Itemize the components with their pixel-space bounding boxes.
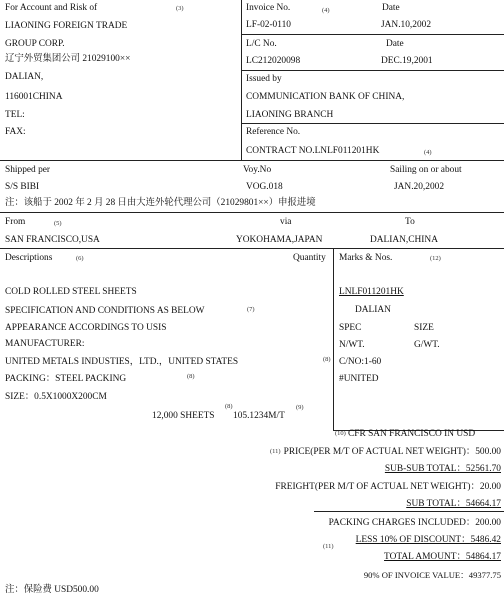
- invoice-number: LF-02-0110: [246, 20, 291, 30]
- account-heading: For Account and Risk of: [5, 3, 98, 13]
- rule-subtotal: [314, 511, 504, 512]
- account-line: 116001CHINA: [5, 92, 63, 102]
- reference-value: CONTRACT NO.LNLF011201HK: [246, 146, 380, 156]
- marks-label: Marks & Nos.: [339, 253, 393, 263]
- sub-sub-total: SUB-SUB TOTAL：52561.70: [384, 464, 501, 474]
- quantity-value: 12,000 SHEETS: [152, 411, 215, 421]
- price-terms: CFR SAN FRANCISCO IN USD: [348, 429, 476, 439]
- field-number: (11): [323, 543, 334, 550]
- descriptions-label: Descriptions: [5, 253, 53, 263]
- field-number: (7): [247, 306, 255, 313]
- description-line: MANUFACTURER:: [5, 339, 85, 349]
- account-line: GROUP CORP.: [5, 39, 65, 49]
- marks-gwt: G/WT.: [414, 340, 440, 350]
- unit-price: 105.1234M/T: [233, 411, 285, 421]
- field-number: (4): [424, 149, 432, 156]
- marks-line: DALIAN: [355, 305, 391, 315]
- marks-size: SIZE: [414, 323, 434, 333]
- shipped-value: S/S BIBI: [5, 182, 40, 192]
- discount-line: LESS 10% OF DISCOUNT：5486.42: [355, 535, 501, 545]
- to-value: DALIAN,CHINA: [370, 235, 438, 245]
- vertical-divider-top: [241, 0, 242, 160]
- marks-nwt: N/WT.: [339, 340, 365, 350]
- lc-date: DEC.19,2001: [381, 56, 433, 66]
- vertical-divider-marks: [333, 248, 334, 430]
- description-line: UNITED METALS INDUSTIES，LTD.，UNITED STATES: [5, 357, 239, 367]
- rule-shipping: [0, 212, 504, 213]
- from-label: From: [5, 217, 26, 227]
- account-line: LIAONING FOREIGN TRADE: [5, 21, 128, 31]
- freight-line: FREIGHT(PER M/T OF ACTUAL NET WEIGHT)：20.00: [275, 482, 501, 492]
- price-line: PRICE(PER M/T OF ACTUAL NET WEIGHT)：500.00: [283, 447, 501, 457]
- marks-spec: SPEC: [339, 323, 362, 333]
- rule-issued: [241, 123, 504, 124]
- field-number: (12): [430, 255, 441, 262]
- description-line: APPEARANCE ACCORDINGS TO USIS: [5, 323, 167, 333]
- voy-value: VOG.018: [246, 182, 283, 192]
- description-line: PACKING：STEEL PACKING: [5, 374, 127, 384]
- rule-reference: [0, 160, 504, 161]
- sailing-label: Sailing on or about: [390, 165, 462, 175]
- lc-number: LC212020098: [246, 56, 301, 66]
- description-line: COLD ROLLED STEEL SHEETS: [5, 287, 137, 297]
- voy-label: Voy.No: [243, 165, 272, 175]
- account-line: 辽宁外贸集团公司 21029100××: [5, 54, 131, 64]
- field-number: (11): [270, 448, 281, 455]
- shipping-note: 注：该船于 2002 年 2 月 28 日由大连外轮代理公司（21029801××）申报进境: [5, 198, 316, 208]
- lc-date-label: Date: [386, 39, 404, 49]
- quantity-label: Quantity: [293, 253, 326, 263]
- marks-cno: C/NO:1-60: [339, 357, 382, 367]
- account-line: DALIAN,: [5, 72, 44, 82]
- via-value: YOKOHAMA,JAPAN: [236, 235, 323, 245]
- field-number: (5): [54, 220, 62, 227]
- field-number: (10): [335, 430, 346, 437]
- field-number: (8): [225, 403, 233, 410]
- to-label: To: [405, 217, 415, 227]
- sailing-value: JAN.20,2002: [394, 182, 445, 192]
- rule-lc: [241, 70, 504, 71]
- from-value: SAN FRANCISCO,USA: [5, 235, 100, 245]
- issued-line: COMMUNICATION BANK OF CHINA,: [246, 92, 405, 102]
- rule-route: [0, 248, 504, 249]
- field-number: (8): [187, 373, 195, 380]
- description-line: SPECIFICATION AND CONDITIONS AS BELOW: [5, 306, 205, 316]
- rule-invoice: [241, 34, 504, 35]
- field-number: (4): [322, 7, 330, 14]
- ninety-percent-value: 90% OF INVOICE VALUE：49377.75: [363, 570, 501, 580]
- lc-label: L/C No.: [246, 39, 277, 49]
- reference-label: Reference No.: [246, 127, 301, 137]
- account-tel: TEL:: [5, 110, 25, 120]
- insurance-note: 注：保险费 USD500.00: [5, 585, 99, 595]
- field-number: (8): [323, 356, 331, 363]
- description-line: SIZE：0.5X1000X200CM: [5, 392, 107, 402]
- packing-charges: PACKING CHARGES INCLUDED：200.00: [328, 518, 501, 528]
- via-label: via: [280, 217, 292, 227]
- issued-line: LIAONING BRANCH: [246, 110, 334, 120]
- field-number: (9): [296, 404, 304, 411]
- field-number: (6): [76, 255, 84, 262]
- shipped-label: Shipped per: [5, 165, 51, 175]
- field-number: (3): [176, 5, 184, 12]
- invoice-date-label: Date: [382, 3, 400, 13]
- account-fax: FAX:: [5, 127, 26, 137]
- marks-line: LNLF011201HK: [339, 287, 404, 297]
- total-amount: TOTAL AMOUNT：54864.17: [384, 552, 501, 562]
- sub-total: SUB TOTAL：54664.17: [406, 499, 501, 509]
- invoice-label: Invoice No.: [246, 3, 291, 13]
- invoice-date: JAN.10,2002: [381, 20, 432, 30]
- marks-united: #UNITED: [339, 374, 379, 384]
- issued-label: Issued by: [246, 74, 282, 84]
